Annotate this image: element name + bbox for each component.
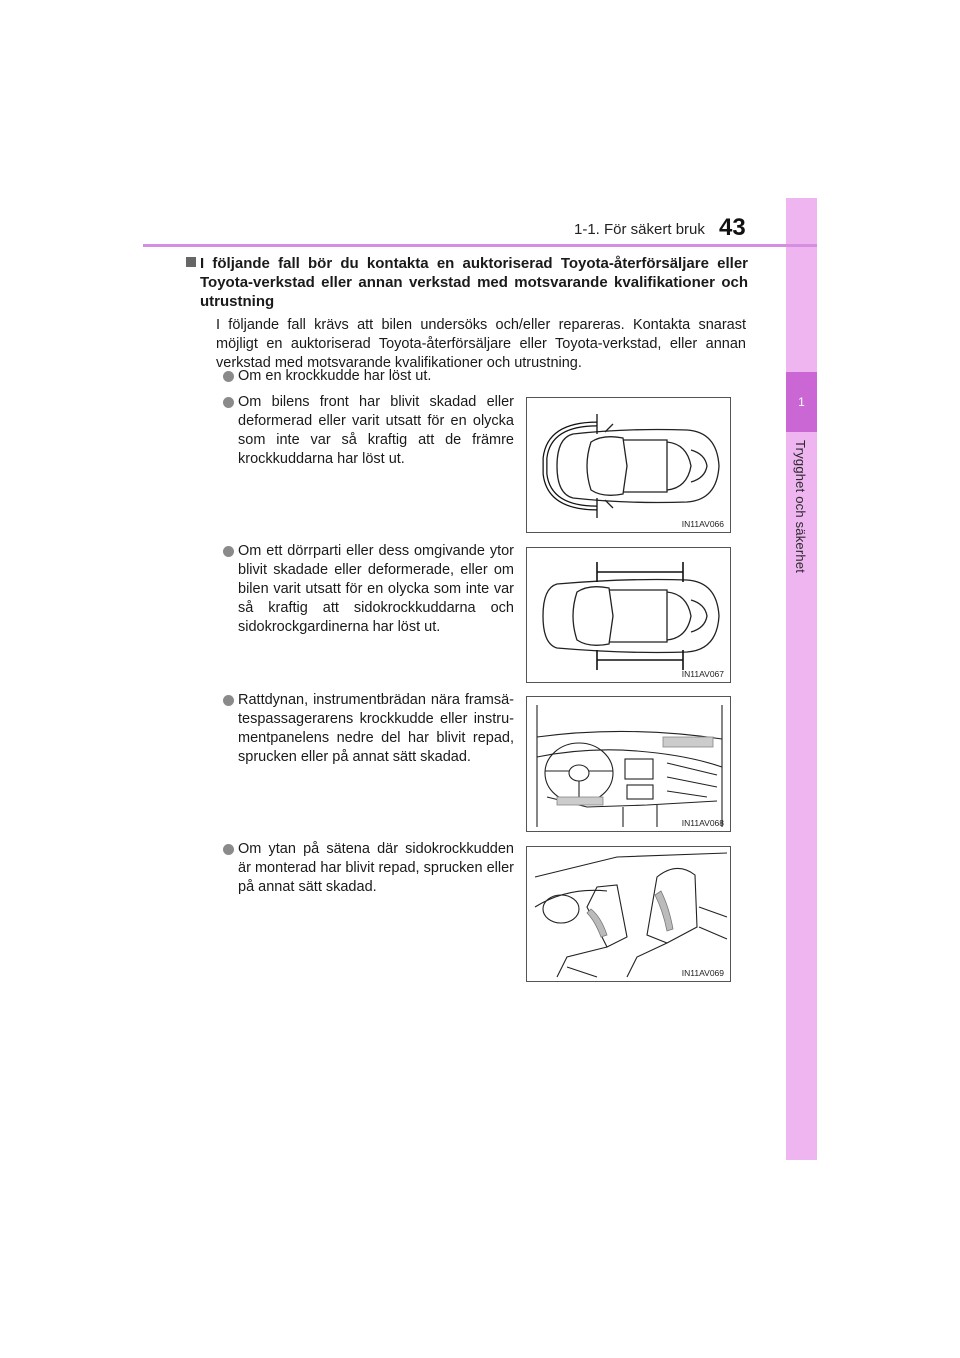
- section-breadcrumb: 1-1. För säkert bruk: [574, 221, 705, 238]
- section-heading: [200, 254, 748, 311]
- bullet-icon: [223, 546, 234, 557]
- dashboard-illustration: [527, 697, 732, 833]
- bullet-icon: [223, 397, 234, 408]
- bullet-text: Rattdynan, instrumentbrädan nära framsä-tespassagerarens krockkudde eller instru-mentpanelens nedre del har blivit repad, sprucken eller på annat sätt skadad.: [238, 692, 514, 765]
- bullet-icon: [223, 844, 234, 855]
- figure-code: IN11AV069: [681, 968, 724, 978]
- header-rule: [143, 244, 817, 247]
- bullet-text: Om ett dörrparti eller dess omgivande ytor blivit skadade eller deformerade, eller om bilen varit utsatt för en olycka som inte var så kraftig att sidokrockkuddarna och sidokrockgardinerna har löst ut.: [238, 543, 514, 635]
- section-heading-text: I följande fall bör du kontakta en auktoriserad Toyota-återförsäljare eller Toyota-verkstad eller annan verkstad med motsvarande kvalifikationer och utrustning: [200, 255, 748, 310]
- bullet-text: Om ytan på sätena där sidokrockkudden är monterad har blivit repad, sprucken eller på annat sätt skadad.: [238, 841, 514, 895]
- figure-code: IN11AV066: [681, 519, 724, 529]
- car-side-impact-diagram: [527, 548, 732, 684]
- bullet-icon: [223, 371, 234, 382]
- chapter-title: Trygghet och säkerhet: [793, 440, 808, 574]
- page-number: 43: [719, 214, 746, 241]
- figure-dashboard: [526, 696, 731, 832]
- car-front-impact-diagram: [527, 398, 732, 534]
- figure-side-impact: [526, 547, 731, 683]
- chapter-number-badge: 1: [786, 372, 817, 432]
- figure-seats: [526, 846, 731, 982]
- bullet-text: Om en krockkudde har löst ut.: [238, 368, 432, 384]
- bullet-icon: [223, 695, 234, 706]
- seat-airbag-illustration: [527, 847, 732, 983]
- chapter-side-tab: [786, 198, 817, 1160]
- intro-paragraph: I följande fall krävs att bilen undersöks och/eller repareras. Kontakta snarast möjligt en auktoriserad Toyota-återförsäljare eller Toyota-verkstad, eller annan verkstad med motsvarande kvalifikationer och utrustning.: [216, 317, 746, 371]
- figure-code: IN11AV068: [681, 818, 724, 828]
- square-bullet-icon: [186, 257, 196, 267]
- bullet-text: Om bilens front har blivit skadad eller deformerad eller varit utsatt för en olycka som inte var så kraftig att de främre krockkuddarna har löst ut.: [238, 394, 514, 467]
- figure-code: IN11AV067: [681, 669, 724, 679]
- figure-front-impact: [526, 397, 731, 533]
